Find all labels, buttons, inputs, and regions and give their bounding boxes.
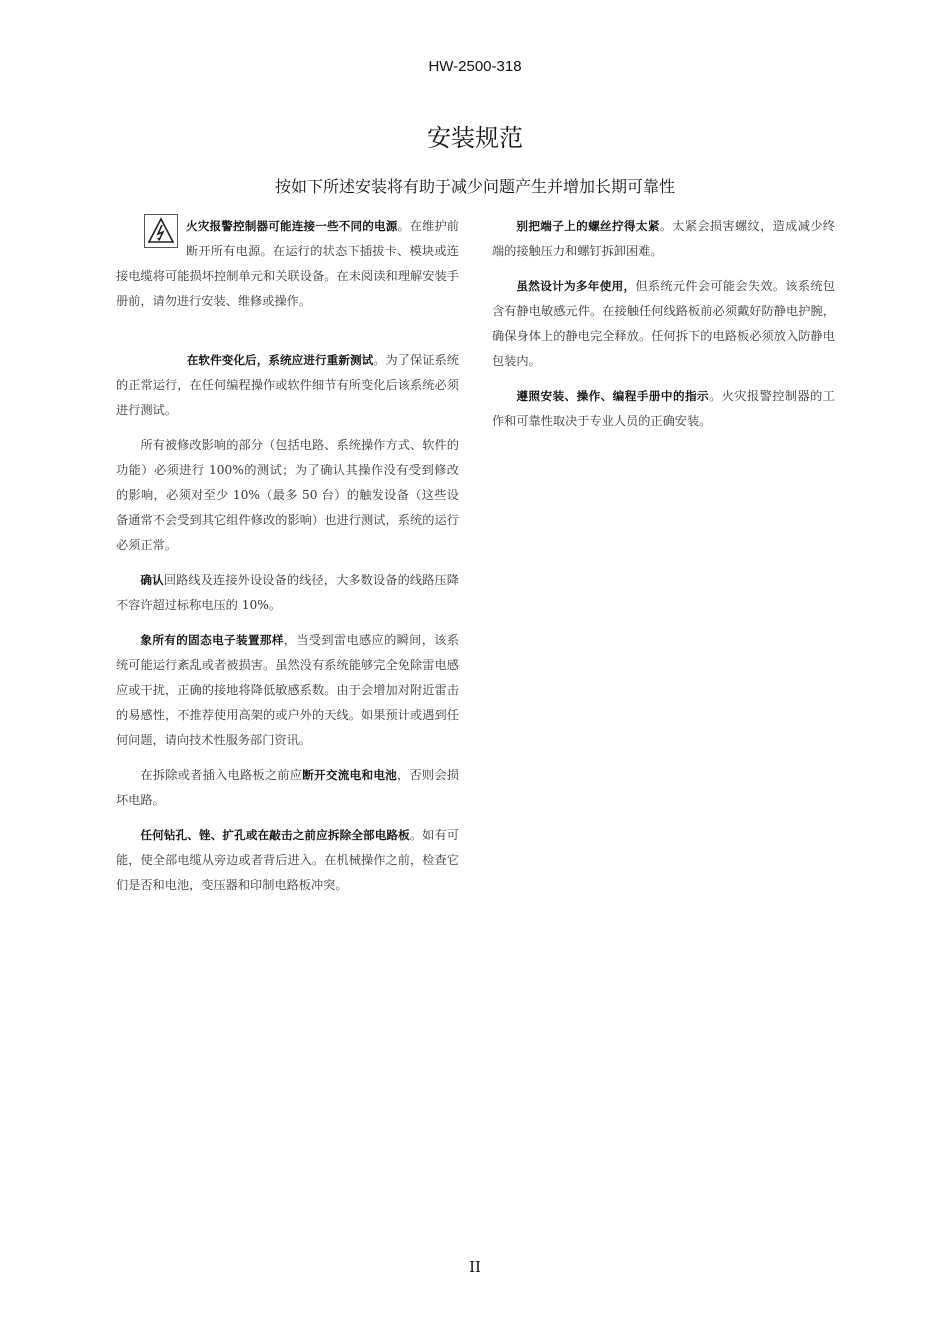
modification-test-paragraph [116, 433, 459, 558]
power-warning-paragraph [116, 214, 459, 314]
disconnect-power-bold: 断开交流电和电池 [302, 768, 398, 782]
drilling-bold: 任何钻孔、锉、扩孔或在敲击之前应拆除全部电路板 [140, 828, 410, 842]
drilling-text: 。如有可能，使全部电缆从旁边或者背后进入。在机械操作之前，检查它们是否和电池，变压器和印制电路板冲突。 [116, 828, 459, 892]
page-title: 安装规范 [427, 124, 523, 152]
disconnect-power-pre: 在拆除或者插入电路板之前应 [140, 768, 303, 782]
static-sensitive-bold: 虽然设计为多年使用， [516, 279, 636, 293]
disconnect-power-paragraph [116, 763, 459, 813]
right-column [492, 214, 835, 444]
terminal-screw-text: 。太紧会损害螺纹，造成减少终端的接触压力和螺钉拆卸困难。 [492, 219, 835, 258]
follow-manual-text: 。火灾报警控制器的工作和可靠性取决于专业人员的正确安装。 [492, 389, 835, 428]
follow-manual-paragraph [492, 384, 835, 434]
static-sensitive-paragraph [492, 274, 835, 374]
wire-gauge-text: 回路线及连接外设设备的线径，大多数设备的线路压降不容许超过标称电压的 10%。 [116, 573, 459, 612]
page-number: II [469, 1258, 481, 1276]
terminal-screw-bold: 别把端子上的螺丝拧得太紧 [516, 219, 660, 233]
high-voltage-warning-icon [144, 214, 178, 248]
wire-gauge-paragraph [116, 568, 459, 618]
software-retest-bold: 在软件变化后，系统应进行重新测试 [186, 353, 374, 367]
wire-gauge-bold: 确认 [140, 573, 164, 587]
static-sensitive-text: 但系统元件会可能会失效。该系统包含有静电敏感元件。在接触任何线路板前必须戴好防静电护腕，确保身体上的静电完全释放。任何拆下的电路板必须放入防静电包装内。 [492, 279, 835, 368]
lightning-paragraph [116, 628, 459, 753]
page-subtitle: 按如下所述安装将有助于减少问题产生并增加长期可靠性 [274, 177, 675, 196]
disconnect-power-text: ，否则会损坏电路。 [116, 768, 460, 807]
drilling-paragraph [116, 823, 459, 898]
document-code: HW-2500-318 [428, 58, 522, 75]
follow-manual-bold: 遵照安装、操作、编程手册中的指示 [516, 389, 710, 403]
software-retest-text: 。为了保证系统的正常运行，在任何编程操作或软件细节有所变化后该系统必须进行测试。 [116, 353, 459, 417]
modification-test-text: 所有被修改影响的部分（包括电路、系统操作方式、软件的功能）必须进行 100%的测试；为了确认其操作没有受到修改的影响，必须对至少 10%（最多 50 台）的触发设备（这些设备通常不会受到其它组件修改的影响）也进行测试，系统的运行必须正常。 [116, 438, 459, 552]
power-warning-bold: 火灾报警控制器可能连接一些不同的电源 [186, 219, 398, 233]
software-retest-paragraph [116, 348, 459, 423]
lightning-text: ，当受到雷电感应的瞬间，该系统可能运行紊乱或者被损害。虽然没有系统能够完全免除雷电感应或干扰，正确的接地将降低敏感系数。由于会增加对附近雷击的易感性，不推荐使用高架的或户外的天线。如果预计或遇到任何问题，请向技术性服务部门资讯。 [116, 633, 459, 747]
left-column [116, 214, 459, 908]
power-warning-text: 。在维护前断开所有电源。在运行的状态下插拔卡、模块或连接电缆将可能损坏控制单元和关联设备。在未阅读和理解安装手册前，请勿进行安装、维修或操作。 [116, 219, 459, 308]
lightning-bold: 象所有的固态电子装置那样 [140, 633, 284, 647]
terminal-screw-paragraph [492, 214, 835, 264]
